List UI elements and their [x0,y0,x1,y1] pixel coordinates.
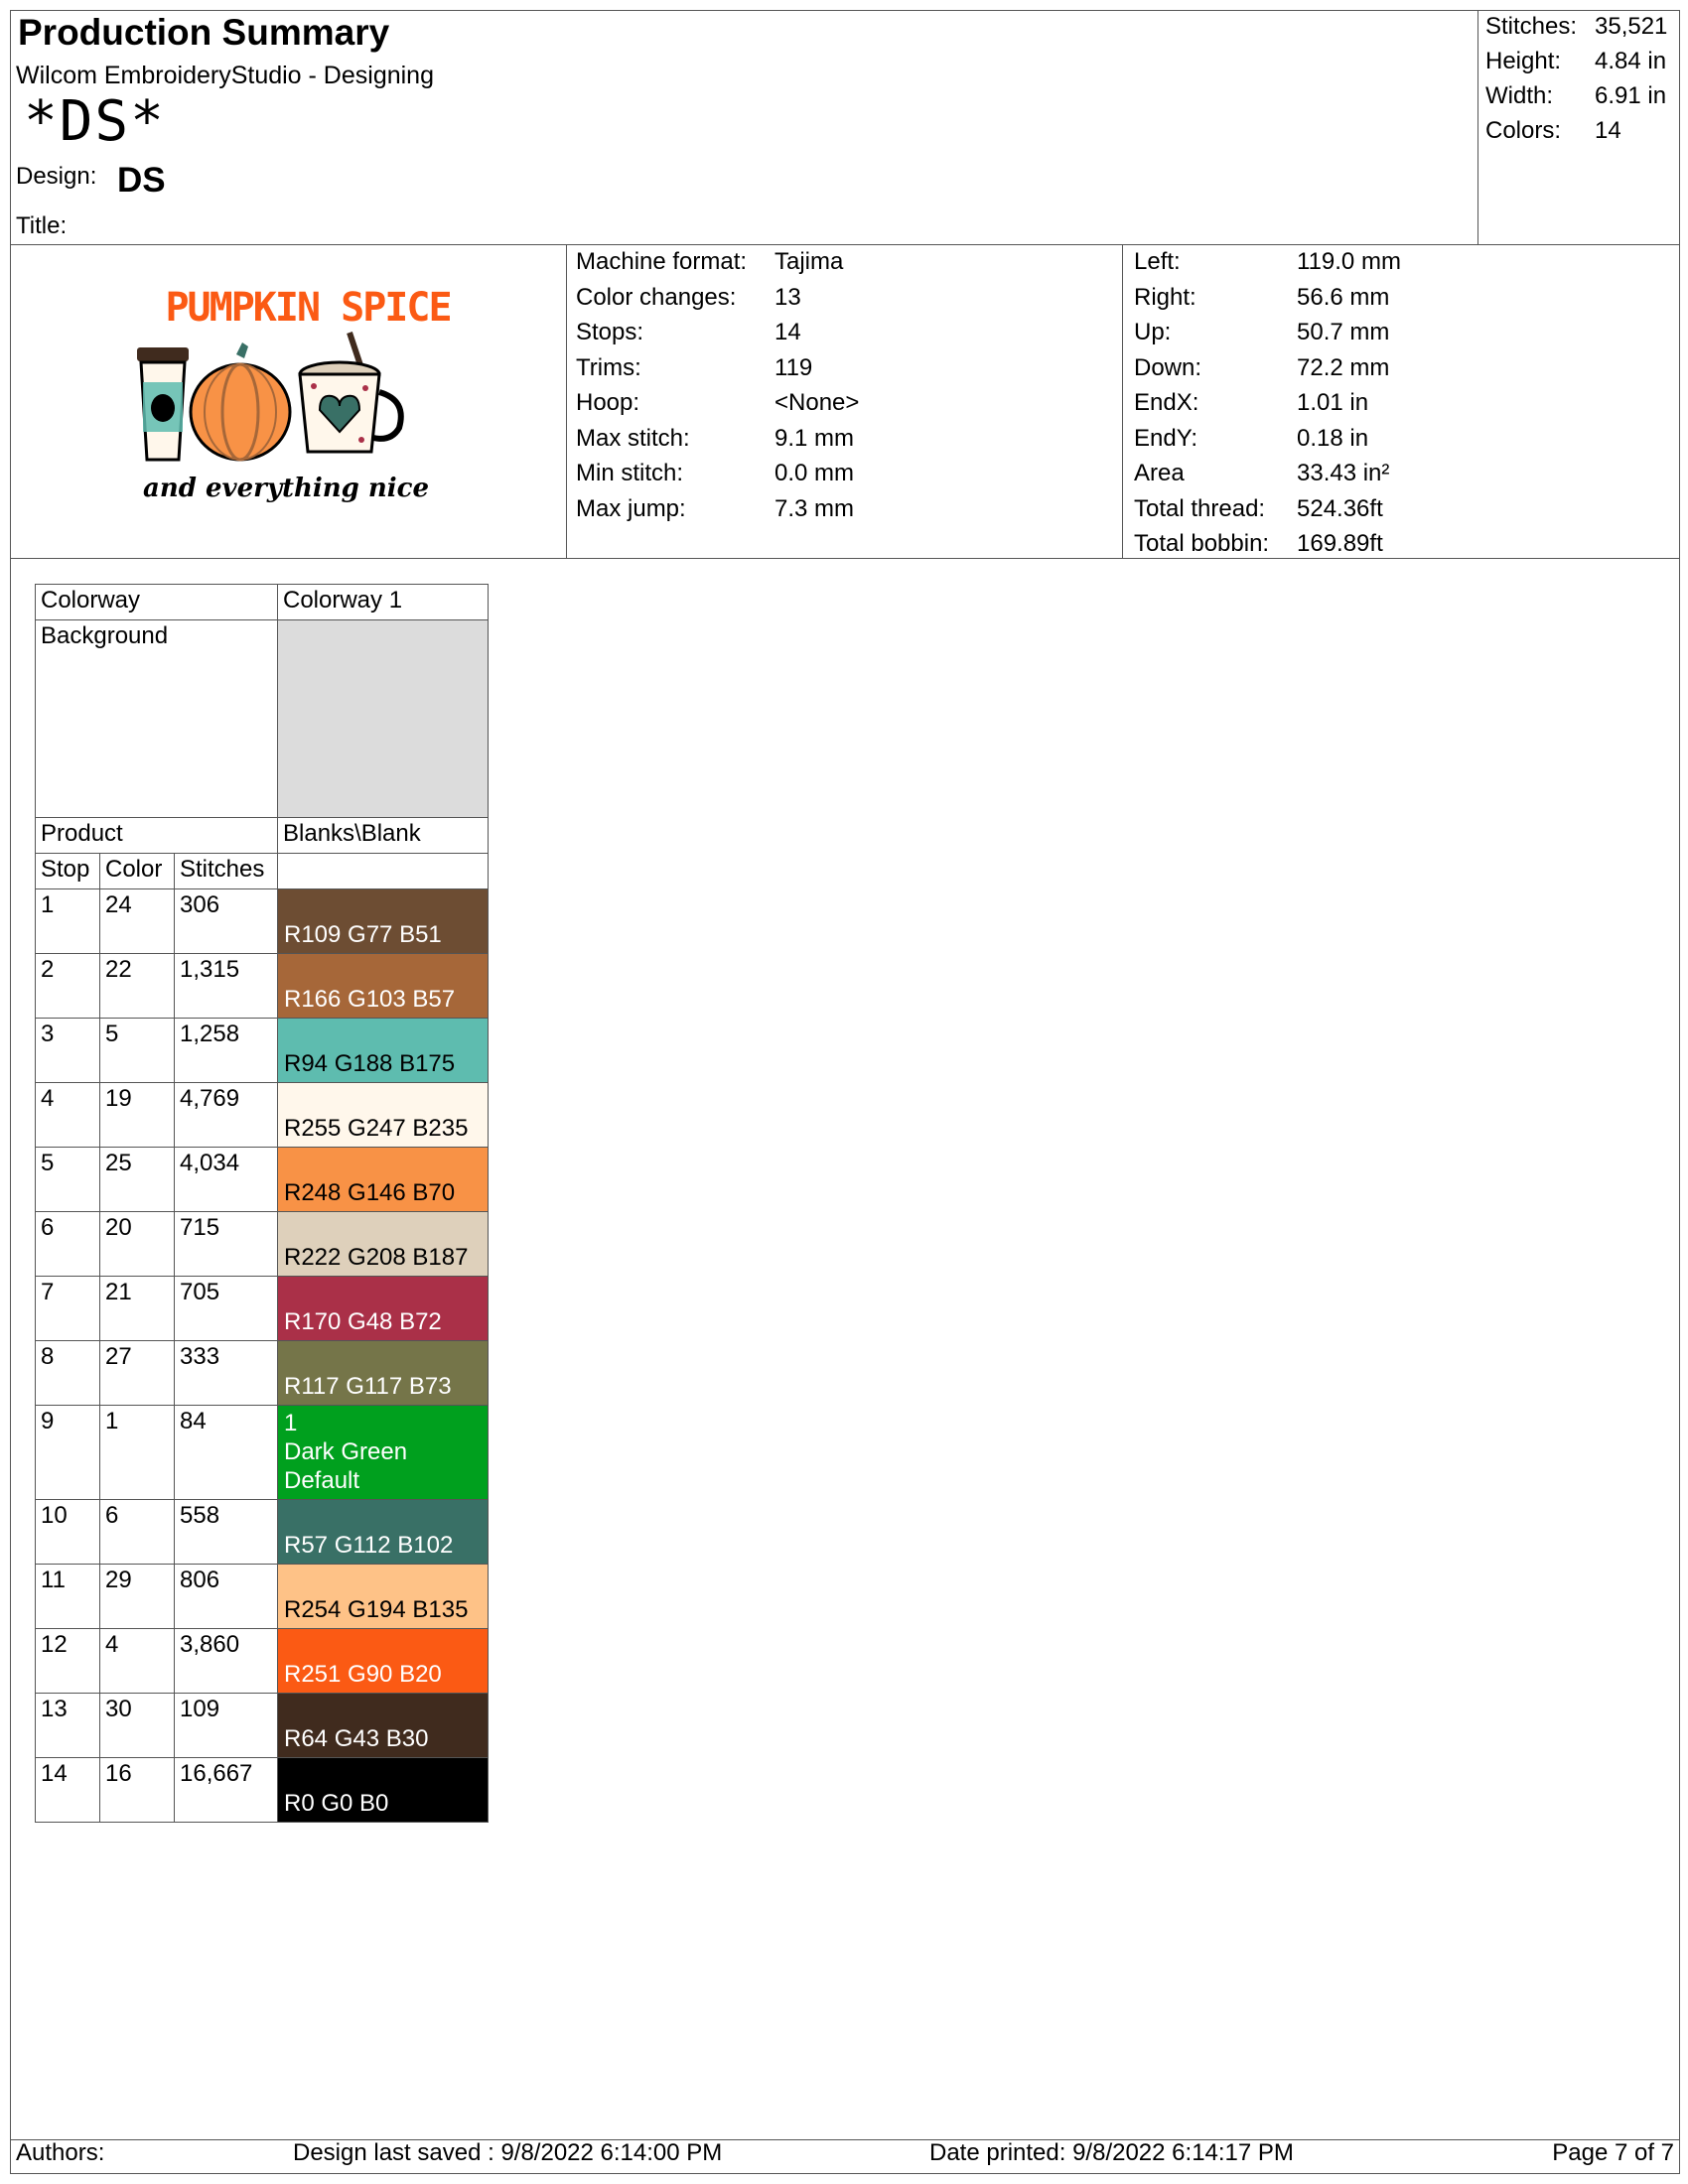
machine-label: Machine format: [576,248,748,275]
color-number-cell: 16 [100,1758,175,1823]
stitches-cell: 806 [175,1565,278,1629]
extent-value: 50.7 mm [1297,319,1390,345]
color-swatch: R64 G43 B30 [278,1694,489,1758]
summary-value: 14 [1595,117,1621,144]
info-divider [10,558,1680,559]
footer-page-number: Page 7 of 7 [1552,2139,1674,2166]
design-file-name: *DS* [24,89,166,154]
summary-value: 4.84 in [1595,48,1667,74]
color-row [36,1758,489,1823]
stop-header: Stop [36,854,100,889]
machine-label: Stops: [576,319,644,345]
stitches-cell: 4,769 [175,1083,278,1148]
extent-label: EndY: [1134,425,1198,452]
stop-cell: 11 [36,1565,100,1629]
footer-date-printed: Date printed: 9/8/2022 6:14:17 PM [929,2139,1294,2166]
color-swatch: R117 G117 B73 [278,1341,489,1406]
stitches-cell: 333 [175,1341,278,1406]
color-row [36,1083,489,1148]
swatch-header [278,854,489,889]
machine-value: 7.3 mm [774,495,855,522]
color-number-cell: 27 [100,1341,175,1406]
footer-authors: Authors: [16,2139,105,2166]
machine-value: 0.0 mm [774,460,855,486]
extent-label: Up: [1134,319,1172,345]
colorway-label: Colorway [36,585,278,620]
color-swatch: R94 G188 B175 [278,1019,489,1083]
colorway-table [35,584,489,1823]
extent-label: Down: [1134,354,1202,381]
stitches-cell: 715 [175,1212,278,1277]
extent-value: 72.2 mm [1297,354,1390,381]
color-number-cell: 24 [100,889,175,954]
color-header: Color [100,854,175,889]
extent-value: 119.0 mm [1297,248,1401,275]
extent-value: 56.6 mm [1297,284,1390,311]
application-name: Wilcom EmbroideryStudio - Designing [16,62,434,89]
summary-label: Stitches: [1485,13,1578,40]
footer-last-saved: Design last saved : 9/8/2022 6:14:00 PM [293,2139,723,2166]
color-number-cell: 4 [100,1629,175,1694]
design-preview [119,283,457,511]
summary-divider [1477,10,1478,244]
extent-value: 169.89ft [1297,530,1383,557]
machine-value: 14 [774,319,801,345]
stitches-cell: 705 [175,1277,278,1341]
color-row [36,1694,489,1758]
machine-label: Max stitch: [576,425,690,452]
extent-value: 33.43 in² [1297,460,1390,486]
color-swatch: R166 G103 B57 [278,954,489,1019]
extent-value: 524.36ft [1297,495,1383,522]
stitches-cell: 3,860 [175,1629,278,1694]
stop-cell: 7 [36,1277,100,1341]
extent-label: Total bobbin: [1134,530,1270,557]
color-row [36,1500,489,1565]
color-number-cell: 20 [100,1212,175,1277]
stop-cell: 10 [36,1500,100,1565]
color-row [36,1341,489,1406]
machine-label: Hoop: [576,389,640,416]
color-number-cell: 21 [100,1277,175,1341]
color-number-cell: 29 [100,1565,175,1629]
color-row [36,1406,489,1500]
coffee-cup-icon [137,347,189,460]
stitches-cell: 1,315 [175,954,278,1019]
footer-divider [10,2139,1680,2140]
color-row [36,1565,489,1629]
colorway-value: Colorway 1 [278,585,489,620]
color-row [36,1019,489,1083]
color-row [36,954,489,1019]
stop-cell: 14 [36,1758,100,1823]
machine-label: Color changes: [576,284,737,311]
machine-label: Trims: [576,354,641,381]
summary-label: Height: [1485,48,1562,74]
background-label: Background [36,620,278,818]
stitches-cell: 558 [175,1500,278,1565]
preview-bottom-text: and everything nice [142,474,430,503]
product-label: Product [36,818,278,854]
color-swatch: R222 G208 B187 [278,1212,489,1277]
machine-divider [1122,244,1123,558]
color-number-cell: 25 [100,1148,175,1212]
background-swatch [278,620,489,818]
machine-label: Max jump: [576,495,686,522]
stop-cell: 8 [36,1341,100,1406]
color-swatch: R255 G247 B235 [278,1083,489,1148]
machine-value: Tajima [774,248,844,275]
color-row [36,1148,489,1212]
stop-cell: 6 [36,1212,100,1277]
stop-cell: 5 [36,1148,100,1212]
column-headers [36,854,489,889]
color-number-cell: 30 [100,1694,175,1758]
extent-value: 1.01 in [1297,389,1369,416]
color-row [36,889,489,954]
stop-cell: 12 [36,1629,100,1694]
stop-cell: 13 [36,1694,100,1758]
extent-label: Right: [1134,284,1196,311]
header-divider [10,244,1680,245]
stitches-cell: 109 [175,1694,278,1758]
color-swatch: R170 G48 B72 [278,1277,489,1341]
color-swatch: R251 G90 B20 [278,1629,489,1694]
color-swatch: 1 Dark Green Default [278,1406,489,1500]
color-number-cell: 5 [100,1019,175,1083]
summary-value: 35,521 [1595,13,1668,40]
color-swatch: R248 G146 B70 [278,1148,489,1212]
title-label: Title: [16,212,68,239]
machine-value: 9.1 mm [774,425,855,452]
color-number-cell: 1 [100,1406,175,1500]
design-label: Design: [16,163,97,190]
color-row [36,1212,489,1277]
product-value: Blanks\Blank [278,818,489,854]
mug-icon [300,333,401,452]
color-swatch: R0 G0 B0 [278,1758,489,1823]
machine-value: <None> [774,389,860,416]
machine-value: 119 [774,354,813,381]
stitches-cell: 84 [175,1406,278,1500]
stop-cell: 9 [36,1406,100,1500]
stitches-cell: 4,034 [175,1148,278,1212]
color-swatch: R254 G194 B135 [278,1565,489,1629]
summary-value: 6.91 in [1595,82,1667,109]
extent-label: Total thread: [1134,495,1266,522]
color-row [36,1629,489,1694]
extent-value: 0.18 in [1297,425,1369,452]
page-title: Production Summary [18,12,390,53]
stop-cell: 2 [36,954,100,1019]
extent-label: Area [1134,460,1185,486]
preview-divider [566,244,567,558]
stop-cell: 3 [36,1019,100,1083]
pumpkin-icon [191,342,290,460]
stop-cell: 4 [36,1083,100,1148]
machine-value: 13 [774,284,801,311]
color-number-cell: 19 [100,1083,175,1148]
extent-label: EndX: [1134,389,1199,416]
color-number-cell: 6 [100,1500,175,1565]
design-value: DS [117,161,166,200]
stitches-cell: 16,667 [175,1758,278,1823]
machine-label: Min stitch: [576,460,684,486]
summary-label: Colors: [1485,117,1562,144]
color-swatch: R109 G77 B51 [278,889,489,954]
stitches-cell: 1,258 [175,1019,278,1083]
stop-cell: 1 [36,889,100,954]
summary-label: Width: [1485,82,1554,109]
preview-top-text: PUMPKIN SPICE [165,285,451,331]
color-swatch: R57 G112 B102 [278,1500,489,1565]
color-number-cell: 22 [100,954,175,1019]
stitches-header: Stitches [175,854,278,889]
stitches-cell: 306 [175,889,278,954]
extent-label: Left: [1134,248,1181,275]
color-row [36,1277,489,1341]
